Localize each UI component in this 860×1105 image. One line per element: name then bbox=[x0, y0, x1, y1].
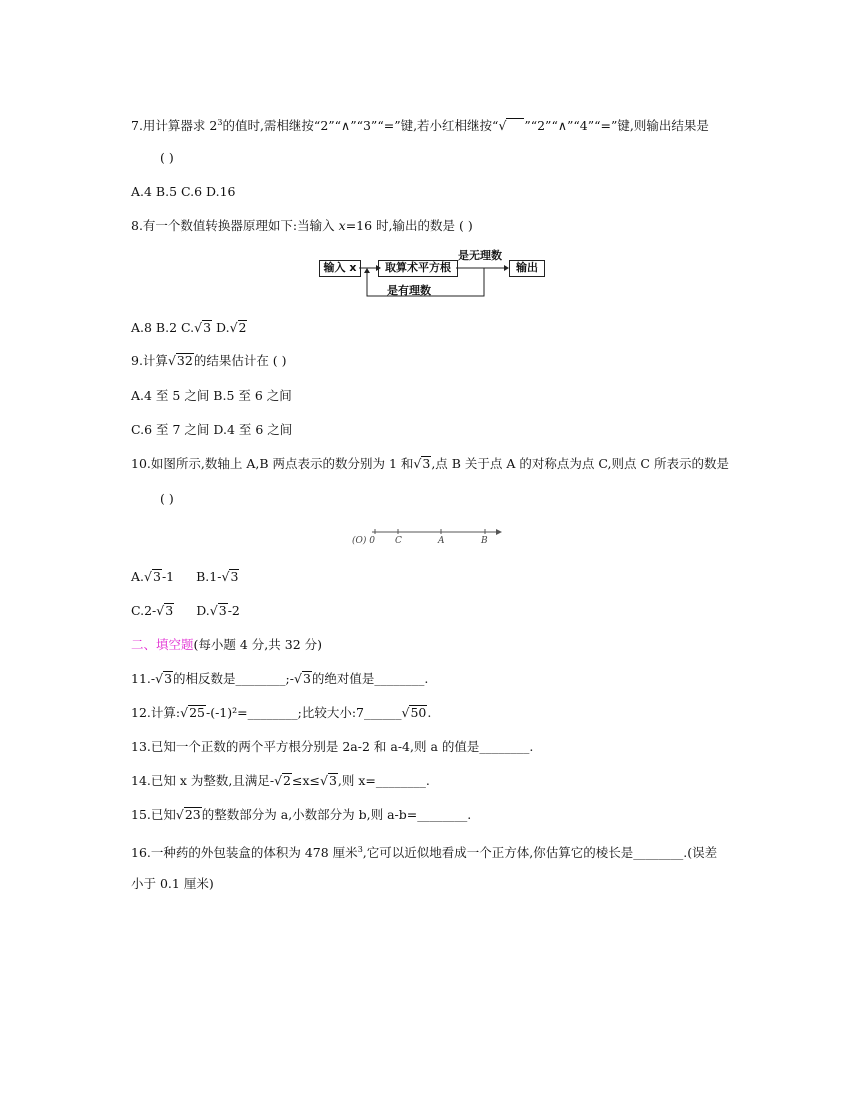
axis-b-label: B bbox=[481, 536, 488, 546]
q9-options-2: C.6 至 7 之间 D.4 至 6 之间 bbox=[131, 422, 293, 437]
q16-line2: 小于 0.1 厘米) bbox=[131, 876, 214, 891]
q8-stem: 8.有一个数值转换器原理如下:当输入 x=16 时,输出的数是 ( ) bbox=[131, 218, 473, 233]
q9-stem: 9.计算√32的结果估计在 ( ) bbox=[131, 353, 287, 368]
q10-paren: ( ) bbox=[160, 491, 174, 506]
q7-options: A.4 B.5 C.6 D.16 bbox=[131, 184, 236, 199]
q7-stem: 7.用计算器求 $2^3$的值时,需相继按“2”“∧”“3”“=”键,若小红相继按“√ ”“2”“∧”“4”“=”键,则输出结果是 bbox=[131, 118, 709, 133]
flow-rational-label: 是有理数 bbox=[387, 284, 431, 297]
axis-a-label: A bbox=[438, 536, 445, 546]
q11: 11.-√3的相反数是________;-√3的绝对值是________. bbox=[131, 671, 429, 686]
q16: 16.一种药的外包装盒的体积为 478 厘米$^3$,它可以近似地看成一个正方体,你估算它的棱长是________.(误差 bbox=[131, 845, 718, 860]
section-2-heading: 二、填空题(每小题 4 分,共 32 分) bbox=[131, 637, 322, 652]
q10-options-2: C.2-√3 D.√3-2 bbox=[131, 603, 240, 618]
q13: 13.已知一个正数的两个平方根分别是 2a-2 和 a-4,则 a 的值是________. bbox=[131, 739, 534, 754]
q14: 14.已知 x 为整数,且满足-√2≤x≤√3,则 x=________. bbox=[131, 773, 430, 788]
flow-process-box: 取算术平方根 bbox=[378, 260, 458, 277]
axis-c-label: C bbox=[395, 536, 402, 546]
number-line bbox=[350, 526, 510, 548]
q12: 12.计算:√25-(-1)²=________;比较大小:7______√50. bbox=[131, 705, 432, 720]
q8-options: A.8 B.2 C.√3 D.√2 bbox=[131, 320, 247, 335]
q15: 15.已知√23的整数部分为 a,小数部分为 b,则 a-b=________. bbox=[131, 807, 472, 822]
q7-paren: ( ) bbox=[160, 150, 174, 165]
flowchart bbox=[319, 250, 544, 302]
radical-icon: √ bbox=[498, 118, 524, 133]
flow-output-box: 输出 bbox=[509, 260, 545, 277]
q10-stem: 10.如图所示,数轴上 A,B 两点表示的数分别为 1 和√3,点 B 关于点 A 的对称点为点 C,则点 C 所表示的数是 bbox=[131, 456, 729, 471]
flow-input-box: 输入 x bbox=[319, 260, 361, 277]
q9-options-1: A.4 至 5 之间 B.5 至 6 之间 bbox=[131, 388, 292, 403]
axis-origin-label: (O) 0 bbox=[352, 536, 375, 546]
flow-irrational-label: 是无理数 bbox=[458, 249, 502, 262]
q10-options-1: A.√3-1 B.1-√3 bbox=[131, 569, 239, 584]
